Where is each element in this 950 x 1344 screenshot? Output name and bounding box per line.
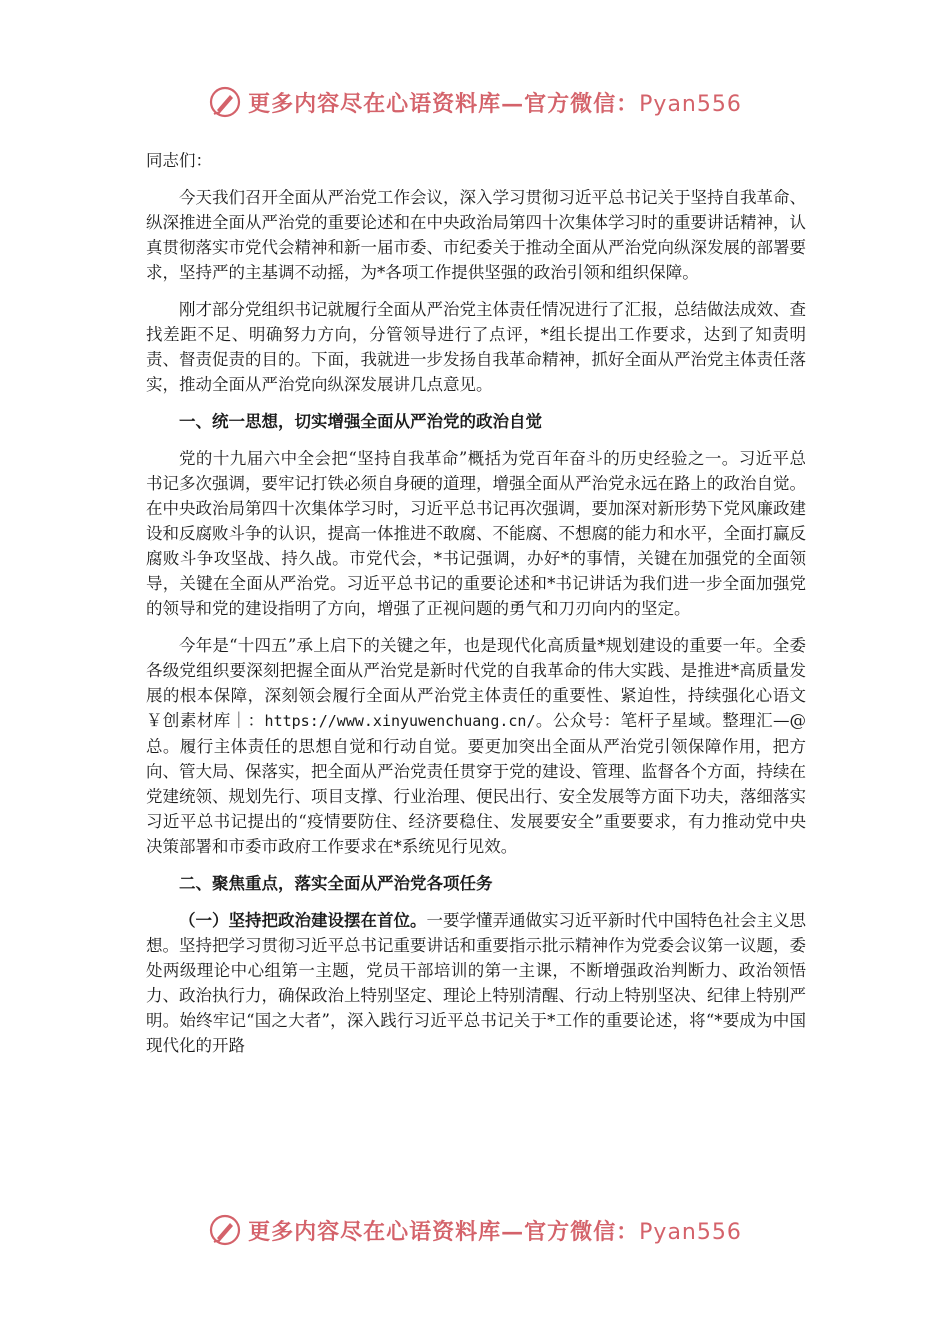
pen-logo-icon bbox=[208, 1213, 242, 1247]
paragraph-section1: 党的十九届六中全会把“坚持自我革命”概括为党百年奋斗的历史经验之一。习近平总书记多次强调，要牢记打铁必须自身硬的道理，增强全面从严治党永远在路上的政治自觉。在中央政治局第四十次集体学习时，习近平总书记再次强调，要加深对新形势下党风廉政建设和反腐败斗争的认识，提高一体推进不敢腐、不能腐、不想腐的能力和水平，全面打赢反腐败斗争攻坚战、持久战。市党代会，*书记强调，办好*的事情，关键在加强党的全面领导，关键在全面从严治党。习近平总书记的重要论述和*书记讲话为我们进一步全面加强党的领导和党的建设指明了方向，增强了正视问题的勇气和刀刃向内的坚定。 bbox=[146, 449, 806, 618]
section-heading-1: 一、统一思想，切实增强全面从严治党的政治自觉 bbox=[179, 412, 542, 431]
document-body bbox=[146, 148, 806, 1058]
header-banner bbox=[0, 82, 950, 122]
greeting: 同志们： bbox=[146, 151, 212, 170]
paragraph-section1-b: 今年是“十四五”承上启下的关键之年，也是现代化高质量*规划建设的重要一年。全委各级党组织要深刻把握全面从严治党是新时代党的自我革命的伟大实践、是推进*高质量发展的根本保障，深刻领会履行全面从严治党主体责任的重要性、紧迫性，持续强化心语文￥创素材库｜：https://www.xinyuwenchuang.cn/。公众号：笔杆子星域。整理汇—@总。履行主体责任的思想自觉和行动自觉。要更加突出全面从严治党引领保障作用，把方向、管大局、保落实，把全面从严治党责任贯穿于党的建设、管理、监督各个方面，持续在党建统领、规划先行、项目支撑、行业治理、便民出行、安全发展等方面下功夫，落细落实习近平总书记提出的“疫情要防住、经济要稳住、发展要安全”重要要求，有力推动党中央决策部署和市委市政府工作要求在*系统见行见效。 bbox=[146, 636, 807, 856]
footer-banner bbox=[0, 1210, 950, 1250]
subsection-heading-1: （一）坚持把政治建设摆在首位。 bbox=[179, 911, 427, 930]
section-heading-2: 二、聚焦重点，落实全面从严治党各项任务 bbox=[179, 874, 493, 893]
source-url: https://www.xinyuwenchuang.cn/ bbox=[264, 712, 536, 730]
pen-logo-icon bbox=[208, 85, 242, 119]
paragraph-summary: 刚才部分党组织书记就履行全面从严治党主体责任情况进行了汇报，总结做法成效、查找差距不足、明确努力方向，分管领导进行了点评，*组长提出工作要求，达到了知责明责、督责促责的目的。下面，我就进一步发扬自我革命精神，抓好全面从严治党主体责任落实，推动全面从严治党向纵深发展讲几点意见。 bbox=[146, 300, 806, 394]
paragraph-section2: （一）坚持把政治建设摆在首位。一要学懂弄通做实习近平新时代中国特色社会主义思想。坚持把学习贯彻习近平总书记重要讲话和重要指示批示精神作为党委会议第一议题，委处两级理论中心组第一主题，党员干部培训的第一主课，不断增强政治判断力、政治领悟力、政治执行力，确保政治上特别坚定、理论上特别清醒、行动上特别坚决、纪律上特别严明。始终牢记“国之大者”，深入践行习近平总书记关于*工作的重要论述，将“*要成为中国现代化的开路 bbox=[146, 911, 806, 1055]
banner-text: 更多内容尽在心语资料库—官方微信：Pyan556 bbox=[248, 90, 742, 117]
paragraph-intro: 今天我们召开全面从严治党工作会议，深入学习贯彻习近平总书记关于坚持自我革命、纵深推进全面从严治党的重要论述和在中央政治局第四十次集体学习时的重要讲话精神，认真贯彻落实市党代会精神和新一届市委、市纪委关于推动全面从严治党向纵深发展的部署要求，坚持严的主基调不动摇，为*各项工作提供坚强的政治引领和组织保障。 bbox=[146, 188, 806, 282]
banner-text: 更多内容尽在心语资料库—官方微信：Pyan556 bbox=[248, 1218, 742, 1245]
